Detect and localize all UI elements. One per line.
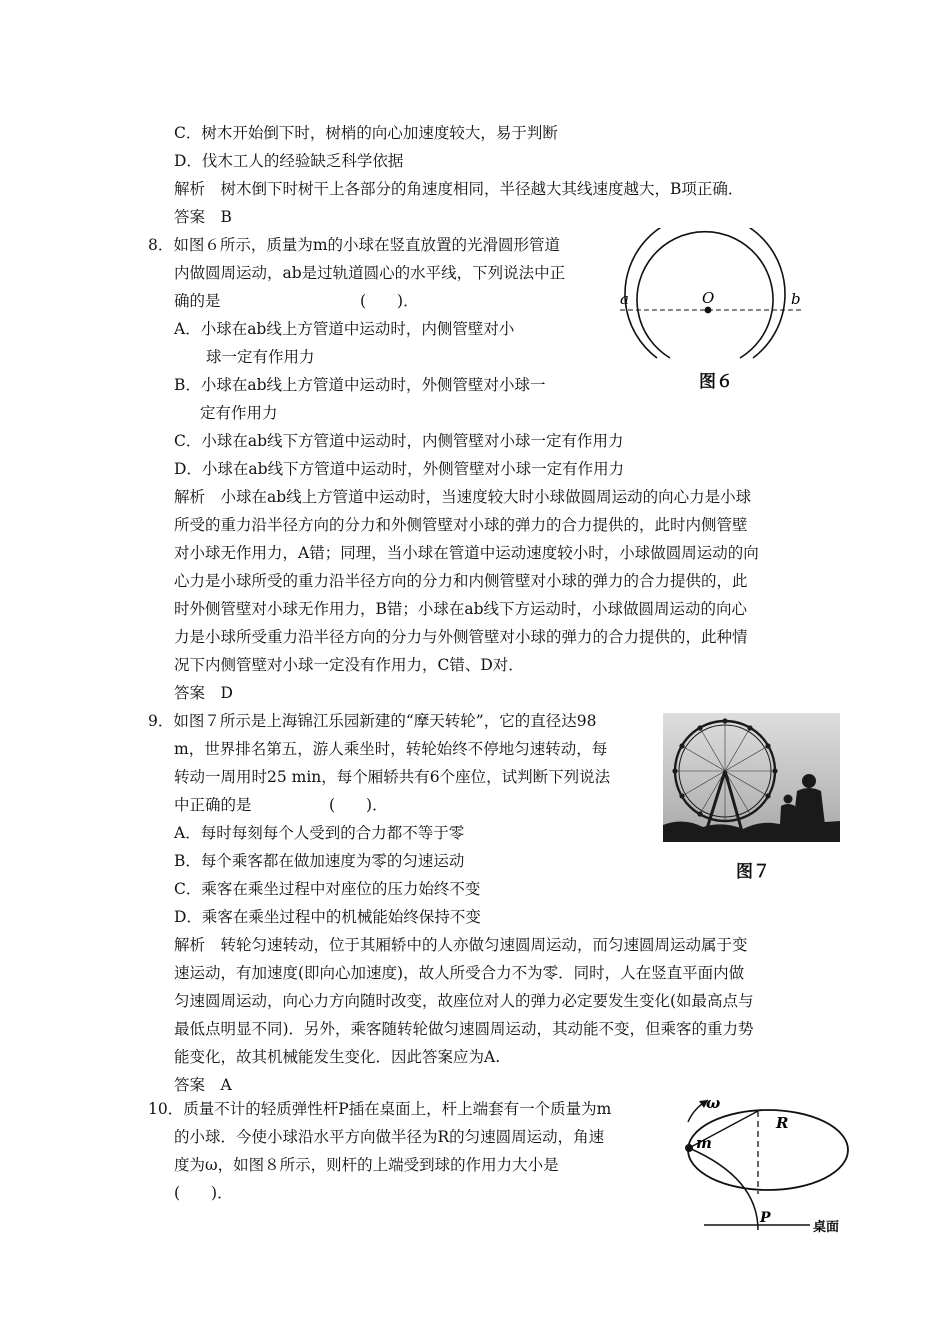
center-point bbox=[705, 307, 712, 314]
q8-stem-line: 8．如图６所示，质量为m的小球在竖直放置的光滑圆形管道 bbox=[148, 236, 561, 254]
q7-analysis: 解析 树木倒下时树干上各部分的角速度相同，半径越大其线速度越大，B项正确． bbox=[174, 180, 744, 198]
figure-6-caption: 图６ bbox=[699, 372, 733, 392]
q9-option-a: A．每时每刻每个人受到的合力都不等于零 bbox=[174, 824, 465, 842]
q8-answer: 答案 D bbox=[174, 684, 233, 702]
q9-option-b: B．每个乘客都在做加速度为零的匀速运动 bbox=[174, 852, 465, 870]
figure-7-ferris-wheel-photo bbox=[663, 713, 840, 842]
label-omega: ω bbox=[706, 1094, 721, 1112]
q10-stem-line: 的小球．今使小球沿水平方向做半径为R的匀速圆周运动，角速 bbox=[174, 1128, 605, 1146]
q8-analysis-line: 况下内侧管壁对小球一定没有作用力，C错、D对． bbox=[174, 656, 524, 674]
q8-analysis-line: 力是小球所受重力沿半径方向的分力与外侧管壁对小球的弹力的合力提供的，此种情 bbox=[174, 628, 748, 646]
q7-answer: 答案 B bbox=[174, 208, 232, 226]
q8-analysis-line: 解析 小球在ab线上方管道中运动时，当速度较大时小球做圆周运动的向心力是小球 bbox=[174, 488, 752, 506]
q8-option-b-cont: 定有作用力 bbox=[200, 404, 278, 422]
q9-analysis-line: 最低点明显不同)．另外，乘客随转轮做匀速圆周运动，其动能不变，但乘客的重力势 bbox=[174, 1020, 754, 1038]
q8-option-b: B．小球在ab线上方管道中运动时，外侧管壁对小球一 bbox=[174, 376, 546, 394]
q8-option-a: A．小球在ab线上方管道中运动时，内侧管壁对小 bbox=[174, 320, 515, 338]
q8-option-c: C．小球在ab线下方管道中运动时，内侧管壁对小球一定有作用力 bbox=[174, 432, 624, 450]
q9-analysis-line: 解析 转轮匀速转动，位于其厢轿中的人亦做匀速圆周运动，而匀速圆周运动属于变 bbox=[174, 936, 748, 954]
label-p: P bbox=[760, 1210, 771, 1226]
q9-stem-line: 转动一周用时25 min，每个厢轿共有6个座位，试判断下列说法 bbox=[174, 768, 611, 786]
figure-7-caption: 图７ bbox=[736, 862, 770, 882]
q8-option-d: D．小球在ab线下方管道中运动时，外侧管壁对小球一定有作用力 bbox=[174, 460, 625, 478]
q8-analysis-line: 对小球无作用力，A错；同理，当小球在管道中运动速度较小时，小球做圆周运动的向 bbox=[174, 544, 759, 562]
label-o: O bbox=[702, 289, 715, 307]
q8-option-a-cont: 球一定有作用力 bbox=[206, 348, 315, 366]
q9-stem-line: 中正确的是 ( )． bbox=[174, 796, 388, 814]
q8-analysis-line: 时外侧管壁对小球无作用力，B错；小球在ab线下方运动时，小球做圆周运动的向心 bbox=[174, 600, 748, 618]
label-a: a bbox=[620, 290, 629, 308]
label-m: m bbox=[696, 1134, 712, 1152]
q7-option-c: C．树木开始倒下时，树梢的向心加速度较大，易于判断 bbox=[174, 124, 558, 142]
q7-option-d: D．伐木工人的经验缺乏科学依据 bbox=[174, 152, 404, 170]
q9-analysis-line: 速运动，有加速度(即向心加速度)，故人所受合力不为零．同时，人在竖直平面内做 bbox=[174, 964, 745, 982]
label-table: 桌面 bbox=[813, 1220, 840, 1235]
q9-option-d: D．乘客在乘坐过程中的机械能始终保持不变 bbox=[174, 908, 481, 926]
label-b: b bbox=[791, 290, 801, 308]
q9-stem-line: m，世界排名第五，游人乘坐时，转轮始终不停地匀速转动，每 bbox=[174, 740, 608, 758]
q8-analysis-line: 所受的重力沿半径方向的分力和外侧管壁对小球的弹力的合力提供的，此时内侧管壁 bbox=[174, 516, 748, 534]
q8-stem-line: 确的是 ( )． bbox=[174, 292, 419, 310]
q9-analysis-line: 匀速圆周运动，向心力方向随时改变，故座位对人的弹力必定要发生变化(如最高点与 bbox=[174, 992, 754, 1010]
q10-stem-line: 10．质量不计的轻质弹性杆P插在桌面上，杆上端套有一个质量为m bbox=[148, 1100, 612, 1118]
q10-stem-line: ( )． bbox=[174, 1184, 233, 1202]
ball bbox=[685, 1144, 693, 1152]
q9-option-c: C．乘客在乘坐过程中对座位的压力始终不变 bbox=[174, 880, 481, 898]
figure-6-circular-tube bbox=[612, 228, 812, 368]
q9-stem-line: 9．如图７所示是上海锦江乐园新建的“摩天转轮”，它的直径达98 bbox=[148, 712, 597, 730]
q8-stem-line: 内做圆周运动，ab是过轨道圆心的水平线，下列说法中正 bbox=[174, 264, 566, 282]
q9-answer: 答案 A bbox=[174, 1076, 232, 1094]
q10-stem-line: 度为ω，如图８所示，则杆的上端受到球的作用力大小是 bbox=[174, 1156, 559, 1174]
figure-8-rod-ball bbox=[674, 1092, 856, 1242]
q9-analysis-line: 能变化，故其机械能发生变化．因此答案应为A. bbox=[174, 1048, 501, 1066]
q8-analysis-line: 心力是小球所受的重力沿半径方向的分力和内侧管壁对小球的弹力的合力提供的，此 bbox=[174, 572, 748, 590]
label-r: R bbox=[776, 1114, 789, 1132]
